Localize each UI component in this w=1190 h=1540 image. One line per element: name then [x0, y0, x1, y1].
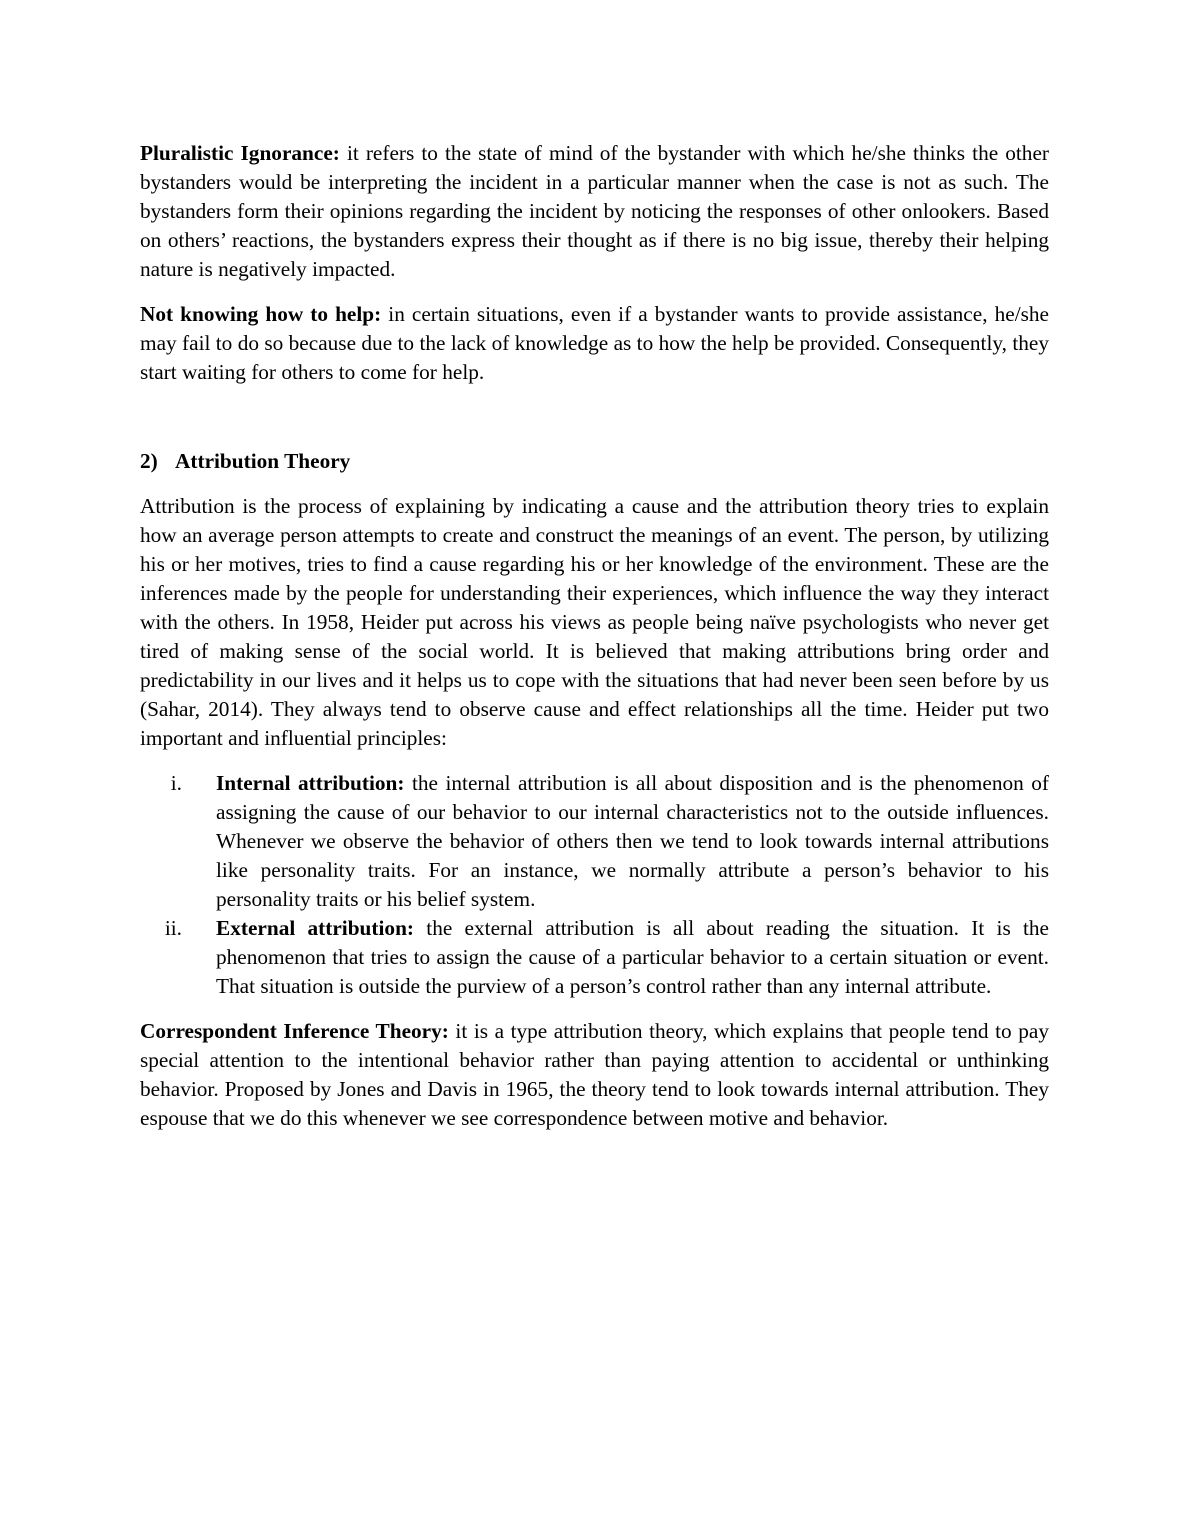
list-marker: ii.	[164, 916, 182, 940]
term-internal-attribution: Internal attribution:	[216, 771, 405, 795]
paragraph-correspondent-inference-theory	[140, 1017, 1049, 1133]
term-pluralistic-ignorance: Pluralistic Ignorance:	[140, 141, 340, 165]
list-item-body	[216, 914, 1049, 1001]
section-title: Attribution Theory	[175, 449, 351, 473]
paragraph-not-knowing-how-to-help	[140, 300, 1049, 387]
list-marker: i.	[170, 771, 182, 795]
text-internal-attribution: the internal attribution is all about disposition and is the phenomenon of assigning the cause of our behavior to our internal characteristics not to the outside influences. Whenever we observe the behavior of others then we tend to look towards internal attributions like personality traits. For an instance, we normally attribute a person’s behavior to his personality traits or his belief system.	[216, 771, 1049, 911]
list-item-external-attribution	[140, 914, 1049, 1001]
term-correspondent-inference-theory: Correspondent Inference Theory:	[140, 1019, 449, 1043]
section-number: 2)	[140, 449, 158, 473]
list-item-internal-attribution	[140, 769, 1049, 914]
attribution-principles-list	[140, 769, 1049, 1001]
text-external-attribution: the external attribution is all about reading the situation. It is the phenomenon that tries to assign the cause of a particular behavior to a certain situation or event. That situation is outside the purview of a person’s control rather than any internal attribute.	[216, 916, 1049, 998]
text-correspondent-inference-theory: it is a type attribution theory, which explains that people tend to pay special attention to the intentional behavior rather than paying attention to accidental or unthinking behavior. Proposed by Jones and Davis in 1965, the theory tend to look towards internal attribution. They espouse that we do this whenever we see correspondence between motive and behavior.	[140, 1019, 1049, 1130]
text-not-knowing-how-to-help: in certain situations, even if a bystander wants to provide assistance, he/she may fail to do so because due to the lack of knowledge as to how the help be provided. Consequently, they start waiting for others to come for help.	[140, 302, 1049, 384]
document-page	[140, 139, 1049, 1149]
paragraph-attribution-intro: Attribution is the process of explaining by indicating a cause and the attribution theory tries to explain how an average person attempts to create and construct the meanings of an event. The person, by utilizing his or her motives, tries to find a cause regarding his or her knowledge of the environment. These are the inferences made by the people for understanding their experiences, which influence the way they interact with the others. In 1958, Heider put across his views as people being naïve psychologists who never get tired of making sense of the social world. It is believed that making attributions bring order and predictability in our lives and it helps us to cope with the situations that had never been seen before by us (Sahar, 2014). They always tend to observe cause and effect relationships all the time. Heider put two important and influential principles:	[140, 494, 1049, 750]
text-pluralistic-ignorance: it refers to the state of mind of the bystander with which he/she thinks the other bystanders would be interpreting the incident in a particular manner when the case is not as such. The bystanders form their opinions regarding the incident by noticing the responses of other onlookers. Based on others’ reactions, the bystanders express their thought as if there is no big issue, thereby their helping nature is negatively impacted.	[140, 141, 1049, 281]
term-not-knowing-how-to-help: Not knowing how to help:	[140, 302, 382, 326]
section-heading-attribution-theory	[140, 447, 1049, 476]
paragraph-pluralistic-ignorance	[140, 139, 1049, 284]
list-item-body	[216, 769, 1049, 914]
term-external-attribution: External attribution:	[216, 916, 415, 940]
